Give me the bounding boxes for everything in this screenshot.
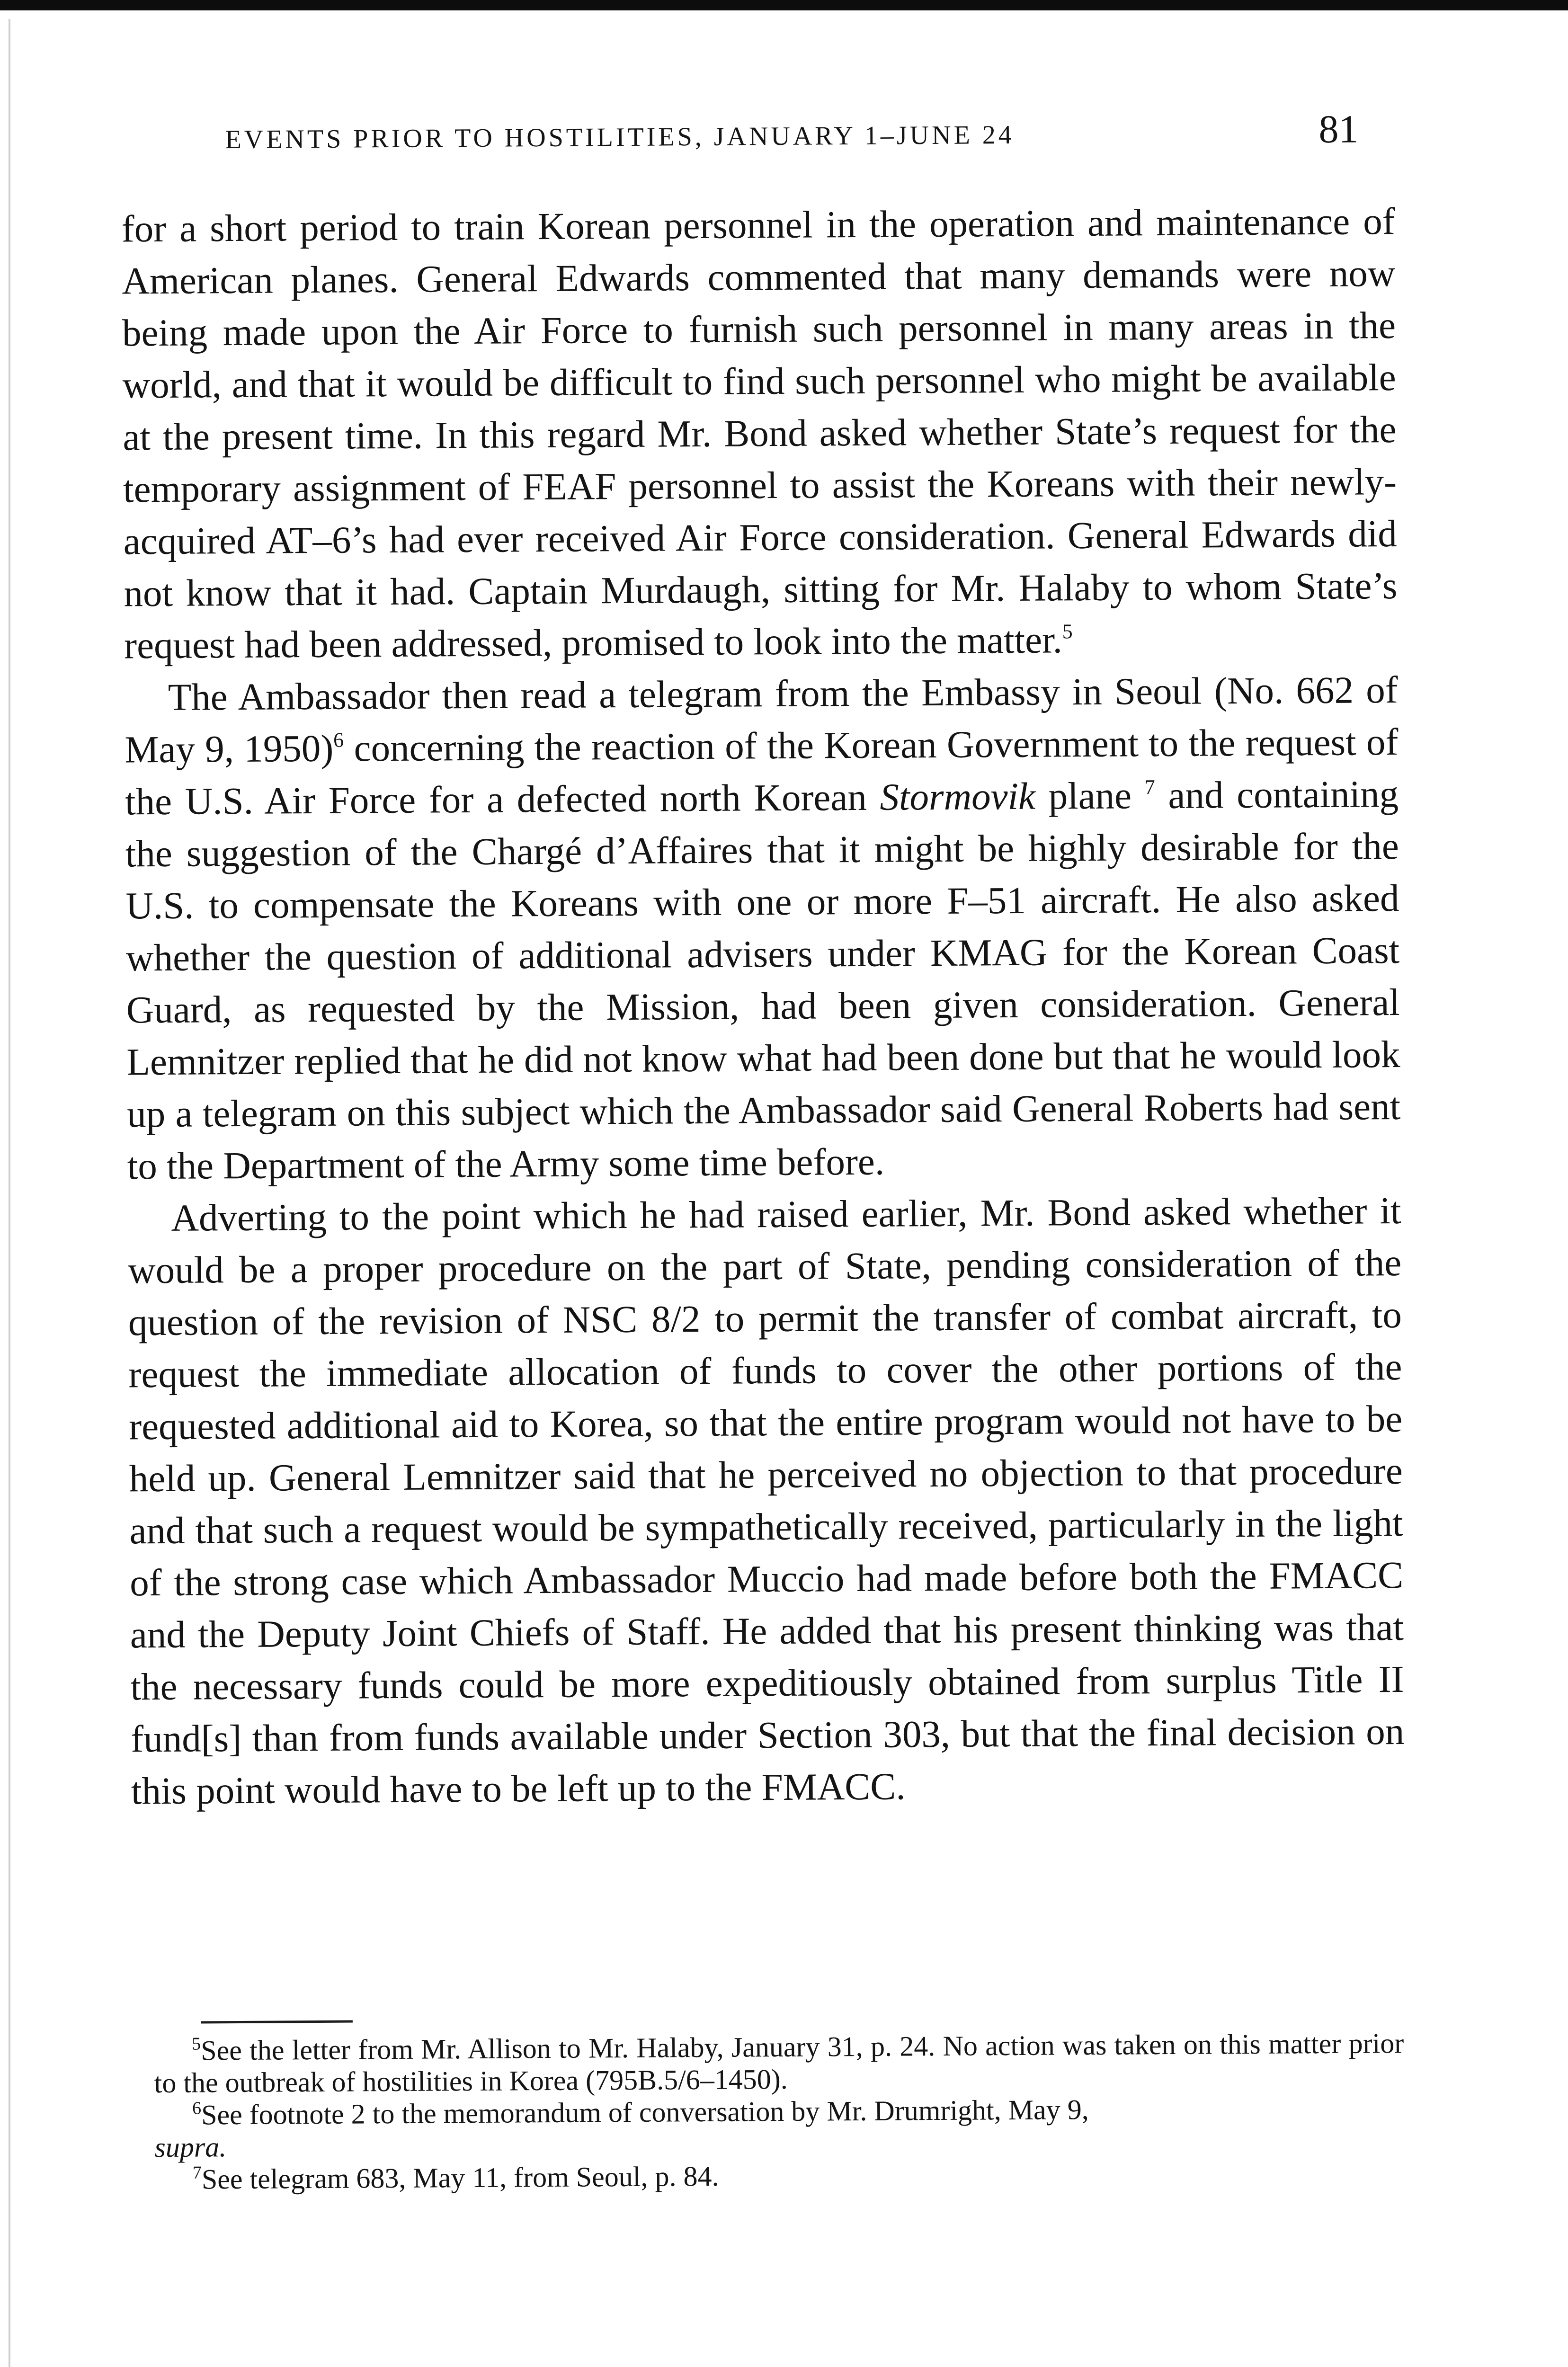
- running-head: EVENTS PRIOR TO HOSTILITIES, JANUARY 1–JUNE 24: [225, 120, 1015, 155]
- footnote-5: [154, 2027, 1404, 2099]
- footnote-marker-6: 6: [192, 2098, 202, 2118]
- paragraph-1-text: for a short period to train Korean personnel in the operation and maintenance of American planes. General Edwards commented that many demands were now being made upon the Air Force to furnish such personnel in many areas in the world, and that it would be difficult to find such personnel who might be available at the present time. In this regard Mr. Bond asked whether State’s request for the temporary assignment of FEAF personnel to assist the Koreans with their newly-acquired AT–6’s had ever received Air Force consideration. General Edwards did not know that it had. Captain Murdaugh, sitting for Mr. Halaby to whom State’s request had been addressed, promised to look into the matter.: [121, 200, 1398, 667]
- paragraph-2-text-b: concerning the reaction of the Korean Government to the request of the U.S. Air Force for a defected north Korean: [125, 721, 1399, 823]
- footnote-5-text: See the letter from Mr. Allison to Mr. Halaby, January 31, p. 24. No action was taken on this matter prior to the outbreak of hostilities in Korea (795B.5/6–1450).: [154, 2027, 1404, 2099]
- footnote-6-text: See footnote 2 to the memorandum of conversation by Mr. Drumright, May 9,: [201, 2094, 1089, 2131]
- paragraph-3: Adverting to the point which he had raised earlier, Mr. Bond asked whether it would be a proper procedure on the part of State, pending consideration of the question of the revision of NSC 8/2 to permit the transfer of combat aircraft, to request the immediate allocation of funds to cover the other portions of the requested additional aid to Korea, so that the entire program would not have to be held up. General Lemnitzer said that he perceived no objection to that procedure and that such a request would be sympathetically received, particularly in the light of the strong case which Ambassador Muccio had made before both the FMACC and the Deputy Joint Chiefs of Staff. He added that his present thinking was that the necessary funds could be more expeditiously obtained from surplus Title II fund[s] than from funds available under Section 303, but that the final decision on this point would have to be left up to the FMACC.: [127, 1189, 1405, 1813]
- paragraph-1: [121, 195, 1398, 671]
- paragraph-2: [124, 664, 1401, 1192]
- paragraph-2-text-d: and containing the suggestion of the Chargé d’Affaires that it might be highly desirable for the U.S. to compensate the Koreans with one or more F–51 aircraft. He also asked whether the question of additional advisers under KMAG for the Korean Coast Guard, as requested by the Mission, had been given consideration. General Lemnitzer replied that he did not know what had been done but that he would look up a telegram on this subject which the Ambassador said General Roberts had sent to the Department of the Army some time before.: [125, 773, 1401, 1188]
- paragraph-2-text-a: The Ambassador then read a telegram from the Embassy in Seoul (No. 662 of May 9, 1950): [125, 668, 1399, 771]
- body-text: [121, 195, 1405, 1817]
- footnote-ref-6: 6: [333, 728, 344, 752]
- footnote-6: [154, 2091, 1405, 2163]
- footnote-marker-5: 5: [192, 2034, 201, 2054]
- footnote-separator: [201, 2020, 353, 2024]
- page-number: 81: [1319, 107, 1359, 152]
- footnote-7-text: See telegram 683, May 11, from Seoul, p. 84.: [201, 2160, 719, 2195]
- footnote-marker-7: 7: [192, 2162, 202, 2183]
- footnote-ref-7: 7: [1144, 775, 1155, 799]
- footnotes: [154, 2027, 1405, 2196]
- footnote-ref-5: 5: [1062, 620, 1073, 643]
- italic-stormovik: Stormovik: [880, 774, 1036, 819]
- footnote-6-continuation: supra.: [154, 2131, 227, 2163]
- paragraph-2-text-c: plane: [1035, 774, 1145, 818]
